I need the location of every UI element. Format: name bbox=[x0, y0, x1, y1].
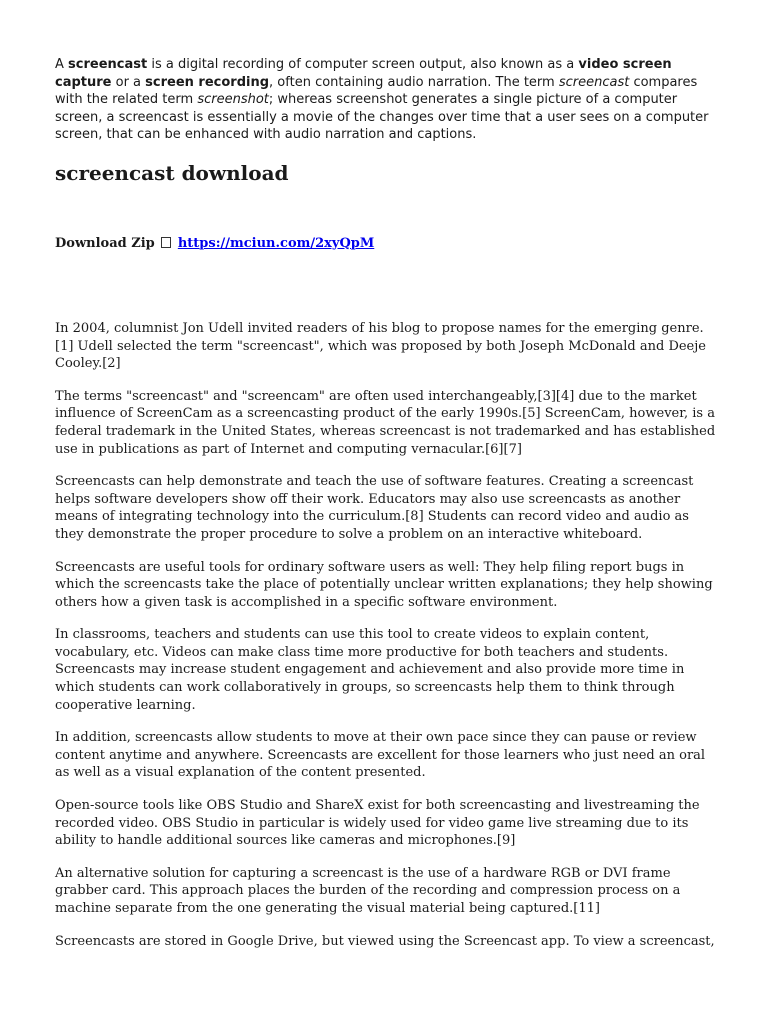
download-label: Download Zip bbox=[55, 235, 155, 251]
intro-text-1: A bbox=[55, 57, 69, 72]
body-paragraph: In 2004, columnist Jon Udell invited readers of his blog to propose names for the emerging genre.[1] Udell selected the term "screencast", which was proposed by both Joseph McDonald and Deeje Cooley.[2] bbox=[55, 320, 706, 372]
intro-paragraph bbox=[55, 56, 717, 144]
intro-italic-screenshot: screenshot bbox=[197, 92, 269, 108]
page-title: screencast download bbox=[55, 160, 289, 185]
intro-bold-screencast: screencast bbox=[68, 57, 148, 72]
download-line bbox=[55, 235, 717, 252]
intro-text-2: is a digital recording of computer screen output, also known as a bbox=[147, 57, 579, 72]
intro-italic-screencast: screencast bbox=[558, 74, 630, 90]
body-paragraph: An alternative solution for capturing a screencast is the use of a hardware RGB or DVI frame grabber card. This approach places the burden of the recording and compression process on a machine separate from the one generating the visual material being captured.[11] bbox=[55, 865, 681, 916]
intro-text-6: ; whereas screenshot generates a single picture of a computer screen, a screencast is essentially a movie of the changes over time that a user sees on a computer screen, that can be enhanced with audio narration and captions. bbox=[55, 92, 709, 143]
intro-text-5: compares with the related term bbox=[55, 74, 698, 108]
download-link[interactable]: https://mciun.com/2xyQpM bbox=[177, 235, 375, 251]
intro-text-4: , often containing audio narration. The term bbox=[269, 74, 559, 90]
missing-glyph-icon bbox=[161, 237, 171, 248]
body-paragraph: Screencasts can help demonstrate and teach the use of software features. Creating a screencast helps software developers show off their work. Educators may also use screencasts as another means of integrating technology into the curriculum.[8] Students can record video and audio as they demonstrate the proper procedure to solve a problem on an interactive whiteboard. bbox=[55, 474, 694, 542]
body-paragraph: Open-source tools like OBS Studio and ShareX exist for both screencasting and livestreaming the recorded video. OBS Studio in particular is widely used for video game live streaming due to its ability to handle additional sources like cameras and microphones.[9] bbox=[55, 798, 700, 849]
body-paragraph: Screencasts are useful tools for ordinary software users as well: They help filing report bugs in which the screencasts take the place of potentially unclear written explanations; they help showing others how a given task is accomplished in a specific software environment. bbox=[55, 559, 713, 610]
body-paragraph: The terms "screencast" and "screencam" are often used interchangeably,[3][4] due to the market influence of ScreenCam as a screencasting product of the early 1990s.[5] ScreenCam, however, is a federal trademark in the United States, whereas screencast is not trademarked and has established use in publications as part of Internet and computing vernacular.[6][7] bbox=[55, 388, 716, 457]
intro-bold-video-screen-capture: video screen capture bbox=[55, 57, 672, 90]
body-paragraph: In addition, screencasts allow students to move at their own pace since they can pause or review content anytime and anywhere. Screencasts are excellent for those learners who just need an oral as well as a visual explanation of the content presented. bbox=[55, 730, 706, 781]
body-paragraph: Screencasts are stored in Google Drive, but viewed using the Screencast app. To view a screencast, bbox=[55, 933, 715, 949]
intro-bold-screen-recording: screen recording bbox=[145, 74, 270, 90]
body-paragraph: In classrooms, teachers and students can use this tool to create videos to explain content, vocabulary, etc. Videos can make class time more productive for both teachers and students. Screencasts may increase student engagement and achievement and also provide more time in which students can work collaboratively in groups, so screencasts help them to think through cooperative learning. bbox=[55, 627, 685, 713]
document-page bbox=[55, 56, 717, 965]
intro-text-3: or a bbox=[111, 74, 146, 90]
article-body bbox=[55, 320, 717, 950]
